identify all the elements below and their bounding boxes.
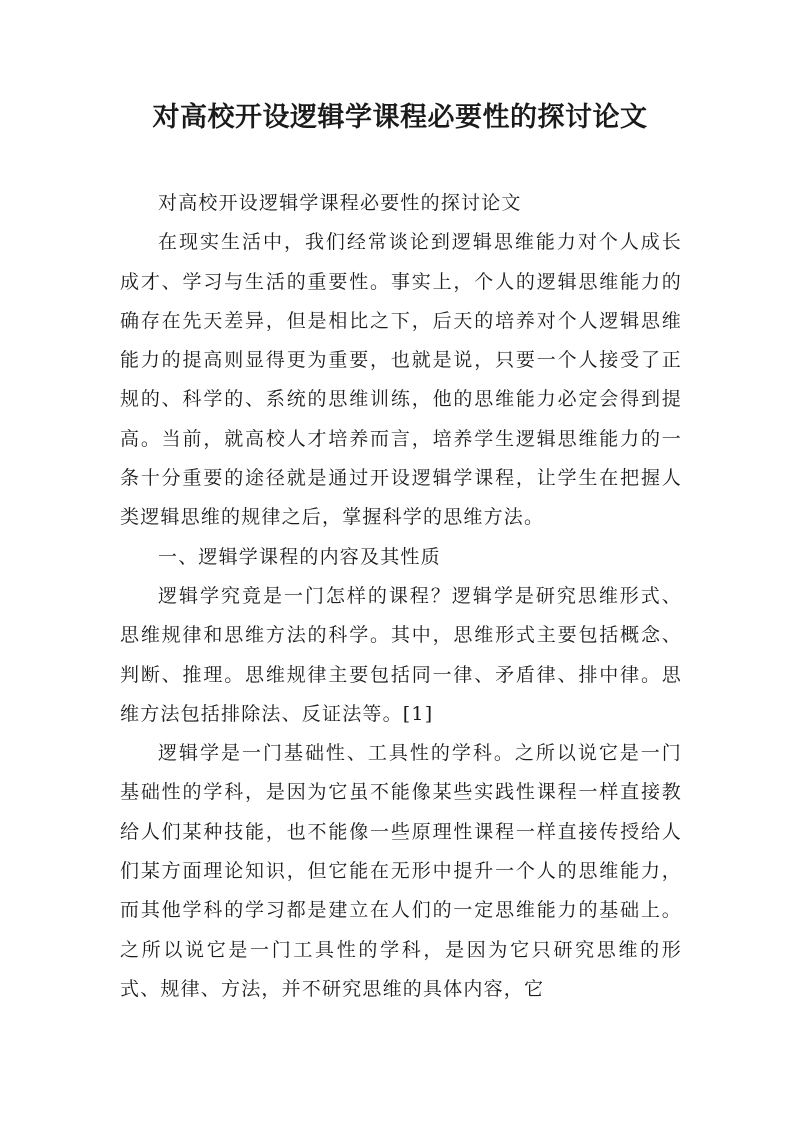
body-paragraph: 逻辑学究竟是一门怎样的课程？逻辑学是研究思维形式、思维规律和思维方法的科学。其中，思维形式主要包括概念、判断、推理。思维规律主要包括同一律、矛盾律、排中律。思维方法包括排除法、反证法等。[1] — [120, 584, 682, 725]
document-body — [120, 184, 682, 1009]
subtitle-paragraph: 对高校开设逻辑学课程必要性的探讨论文 — [158, 192, 522, 214]
section-heading: 一、逻辑学课程的内容及其性质 — [158, 545, 441, 568]
document-title: 对高校开设逻辑学课程必要性的探讨论文 — [152, 102, 648, 133]
body-paragraph: 逻辑学是一门基础性、工具性的学科。之所以说它是一门基础性的学科，是因为它虽不能像某些实践性课程一样直接教给人们某种技能，也不能像一些原理性课程一样直接传授给人们某方面理论知识，但它能在无形中提升一个人的思维能力，而其他学科的学习都是建立在人们的一定思维能力的基础上。之所以说它是一门工具性的学科，是因为它只研究思维的形式、规律、方法，并不研究思维的具体内容，它 — [120, 742, 682, 1000]
intro-paragraph: 在现实生活中，我们经常谈论到逻辑思维能力对个人成长成才、学习与生活的重要性。事实上，个人的逻辑思维能力的确存在先天差异，但是相比之下，后天的培养对个人逻辑思维能力的提高则显得更为重要，也就是说，只要一个人接受了正规的、科学的、系统的思维训练，他的思维能力必定会得到提高。当前，就高校人才培养而言，培养学生逻辑思维能力的一条十分重要的途径就是通过开设逻辑学课程，让学生在把握人类逻辑思维的规律之后，掌握科学的思维方法。 — [120, 231, 682, 529]
